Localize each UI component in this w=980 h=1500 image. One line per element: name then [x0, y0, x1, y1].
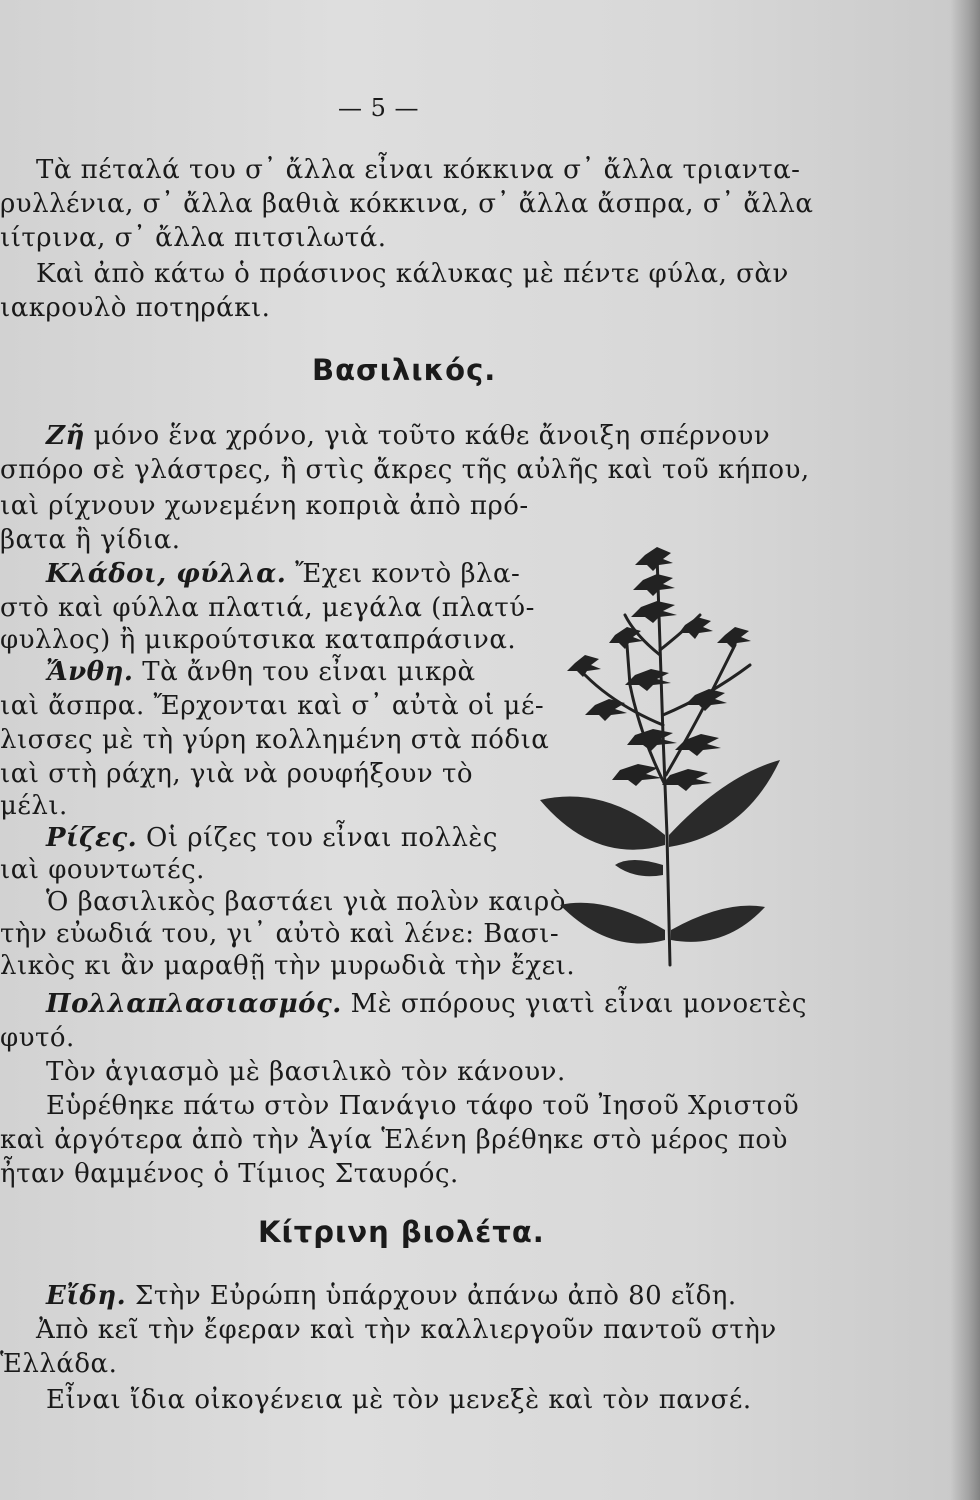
basil-plant-illustration [535, 535, 795, 975]
text-line: τὴν εὐωδιά του, γι᾽ αὐτὸ καὶ λένε: Βασι- [0, 919, 560, 949]
text-line: σπόρο σὲ γλάστρες, ἢ στὶς ἄκρες τῆς αὐλῆς καὶ τοῦ κήπου, [0, 455, 810, 485]
text-line: Εἶναι ἴδια οἰκογένεια μὲ τὸν μενεξὲ καὶ τὸν πανσέ. [46, 1385, 752, 1415]
text-line: Εὑρέθηκε πάτω στὸν Πανάγιο τάφο τοῦ Ἰησοῦ Χριστοῦ [46, 1091, 800, 1121]
text-line: ιακρουλὸ ποτηράκι. [0, 293, 271, 323]
text-line [46, 558, 520, 590]
text-line: φυλλος) ἢ μικρούτσικα καταπράσινα. [0, 625, 517, 655]
text-line: στὸ καὶ φύλλα πλατιά, μεγάλα (πλατύ- [0, 593, 535, 623]
text-line: Ἑλλάδα. [0, 1349, 118, 1379]
text-line: φυτό. [0, 1023, 75, 1053]
text-line [46, 1280, 737, 1312]
text-line: καὶ ἀργότερα ἀπὸ τὴν Ἁγία Ἑλένη βρέθηκε στὸ μέρος ποὺ [0, 1125, 788, 1155]
page-number: — 5 — [338, 94, 420, 122]
section-heading: Βασιλικός. [312, 353, 497, 387]
term-label: Ρίζες. [46, 823, 138, 853]
text-line: ιίτρινα, σ᾽ ἄλλα πιτσιλωτά. [0, 223, 387, 253]
text-line: Ἀπὸ κεῖ τὴν ἔφεραν καὶ τὴν καλλιεργοῦν παντοῦ στὴν [36, 1315, 777, 1345]
term-text: Μὲ σπόρους γιατὶ εἶναι μονοετὲς [350, 989, 807, 1019]
text-line: Ὁ βασιλικὸς βαστάει γιὰ πολὺν καιρὸ [46, 887, 566, 917]
term-label: Ζῆ [46, 421, 85, 451]
term-label: Ἄνθη. [46, 657, 134, 687]
text-line [46, 656, 476, 688]
text-line [46, 822, 498, 854]
text-line: Τὸν ἁγιασμὸ μὲ βασιλικὸ τὸν κάνουν. [46, 1057, 566, 1087]
text-line: βατα ἢ γίδια. [0, 525, 181, 555]
term-text: Τὰ ἄνθη του εἶναι μικρὰ [142, 657, 476, 687]
text-line: ιαὶ ρίχνουν χωνεμένη κοπριὰ ἀπὸ πρό- [0, 491, 529, 521]
section-heading: Κίτρινη βιολέτα. [258, 1215, 545, 1249]
term-label: Εἴδη. [46, 1281, 127, 1311]
text-line [46, 420, 770, 452]
term-text: Ἔχει κοντὸ βλα- [295, 559, 521, 589]
text-line: λικὸς κι ἂν μαραθῇ τὴν μυρωδιὰ τὴν ἔχει. [0, 951, 576, 981]
text-line: ιαὶ στὴ ράχη, γιὰ νὰ ρουφήξουν τὸ [0, 759, 473, 789]
text-line: λισσες μὲ τὴ γύρη κολλημένη στὰ πόδια [0, 725, 550, 755]
text-line: ρυλλένια, σ᾽ ἄλλα βαθιὰ κόκκινα, σ᾽ ἄλλα ἄσπρα, σ᾽ ἄλλα [0, 189, 814, 219]
term-text: Στὴν Εὐρώπη ὑπάρχουν ἀπάνω ἀπὸ 80 εἴδη. [134, 1281, 737, 1311]
term-label: Κλάδοι, φύλλα. [46, 559, 287, 589]
term-label: Πολλαπλασιασμός. [46, 989, 342, 1019]
text-line: ἦταν θαμμένος ὁ Τίμιος Σταυρός. [0, 1159, 459, 1189]
term-text: μόνο ἕνα χρόνο, γιὰ τοῦτο κάθε ἄνοιξη σπέρνουν [93, 421, 771, 451]
text-line [46, 988, 807, 1020]
text-line: μέλι. [0, 791, 68, 821]
text-line: Καὶ ἀπὸ κάτω ὁ πράσινος κάλυκας μὲ πέντε φύλα, σὰν [36, 259, 789, 289]
text-line: Τὰ πέταλά του σ᾽ ἄλλα εἶναι κόκκινα σ᾽ ἄλλα τριαντα- [36, 155, 801, 185]
text-line: ιαὶ ἄσπρα. Ἔρχονται καὶ σ᾽ αὐτὰ οἱ μέ- [0, 691, 545, 721]
page-spine-shadow [950, 0, 980, 1500]
text-line: ιαὶ φουντωτές. [0, 855, 205, 885]
term-text: Οἱ ρίζες του εἶναι πολλὲς [146, 823, 498, 853]
